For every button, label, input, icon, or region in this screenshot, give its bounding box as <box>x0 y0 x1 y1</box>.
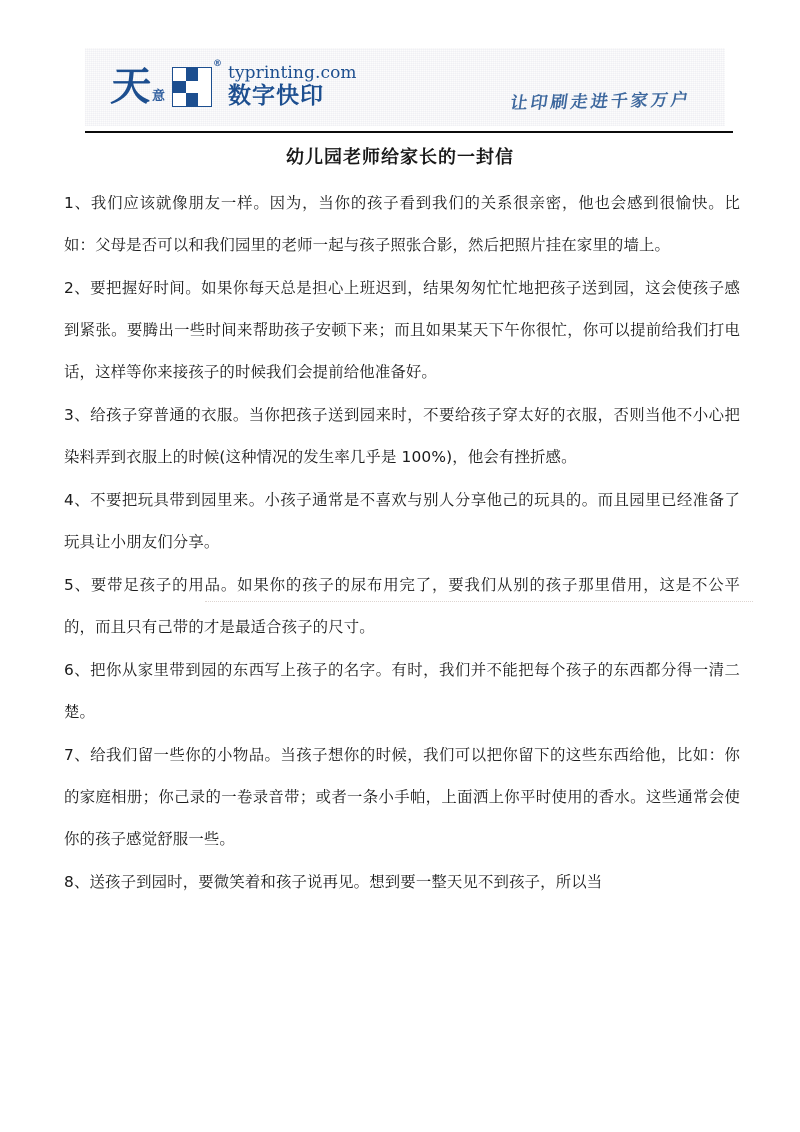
brand-mark-yi: 意 <box>152 89 166 105</box>
page-title: 幼儿园老师给家长的一封信 <box>286 147 514 168</box>
checker-cell <box>186 68 199 81</box>
paragraph: 1、我们应该就像朋友一样。因为，当你的孩子看到我们的关系很亲密，他也会感到很愉快。比如：父母是否可以和我们园里的老师一起与孩子照张合影，然后把照片挂在家里的墙上。 <box>64 194 740 254</box>
scan-artifact-line <box>205 601 753 602</box>
checker-cell <box>186 81 199 94</box>
document-body <box>64 182 740 904</box>
checker-cell <box>198 81 211 94</box>
paragraph: 3、给孩子穿普通的衣服。当你把孩子送到园来时，不要给孩子穿太好的衣服，否则当他不小心把染料弄到衣服上的时候(这种情况的发生率几乎是 100%)，他会有挫折感。 <box>64 406 740 466</box>
paragraph: 5、要带足孩子的用品。如果你的孩子的尿布用完了，要我们从别的孩子那里借用，这是不公平的，而且只有己带的才是最适合孩子的尺寸。 <box>64 576 740 636</box>
brand-cn-name: 数字快印 <box>228 82 325 109</box>
checker-cell <box>173 81 186 94</box>
paragraph: 8、送孩子到园时，要微笑着和孩子说再见。想到要一整天见不到孩子，所以当 <box>64 873 603 891</box>
brand-lockup <box>109 58 357 110</box>
paragraph: 6、把你从家里带到园的东西写上孩子的名字。有时，我们并不能把每个孩子的东西都分得一清二楚。 <box>64 661 740 721</box>
checkerboard-logo-icon <box>172 58 223 107</box>
paragraph: 2、要把握好时间。如果你每天总是担心上班迟到，结果匆匆忙忙地把孩子送到园，这会使孩子感到紧张。要腾出一些时间来帮助孩子安顿下来；而且如果某天下午你很忙，你可以提前给我们打电话，这样等你来接孩子的时候我们会提前给他准备好。 <box>64 279 740 381</box>
checker-cell <box>198 68 211 81</box>
brand-domain: typrinting.com <box>228 62 357 83</box>
registered-trademark-icon: ® <box>213 58 223 69</box>
header-divider <box>85 131 733 133</box>
brand-text-block <box>228 62 357 109</box>
paragraph: 7、给我们留一些你的小物品。当孩子想你的时候，我们可以把你留下的这些东西给他，比如：你的家庭相册；你己录的一卷录音带；或者一条小手帕，上面洒上你平时使用的香水。这些通常会使你的孩子感觉舒服一些。 <box>64 746 740 848</box>
checker-cell <box>173 93 186 106</box>
checker-cell <box>186 93 199 106</box>
checker-cell <box>173 68 186 81</box>
brand-slogan: 让印刷走进千家万户 <box>509 90 693 114</box>
brand-mark-tian: 天 <box>109 63 152 110</box>
letterhead-banner <box>85 48 725 126</box>
paragraph: 4、不要把玩具带到园里来。小孩子通常是不喜欢与别人分享他己的玩具的。而且园里已经准备了玩具让小朋友们分享。 <box>64 491 740 551</box>
checker-cell <box>198 93 211 106</box>
